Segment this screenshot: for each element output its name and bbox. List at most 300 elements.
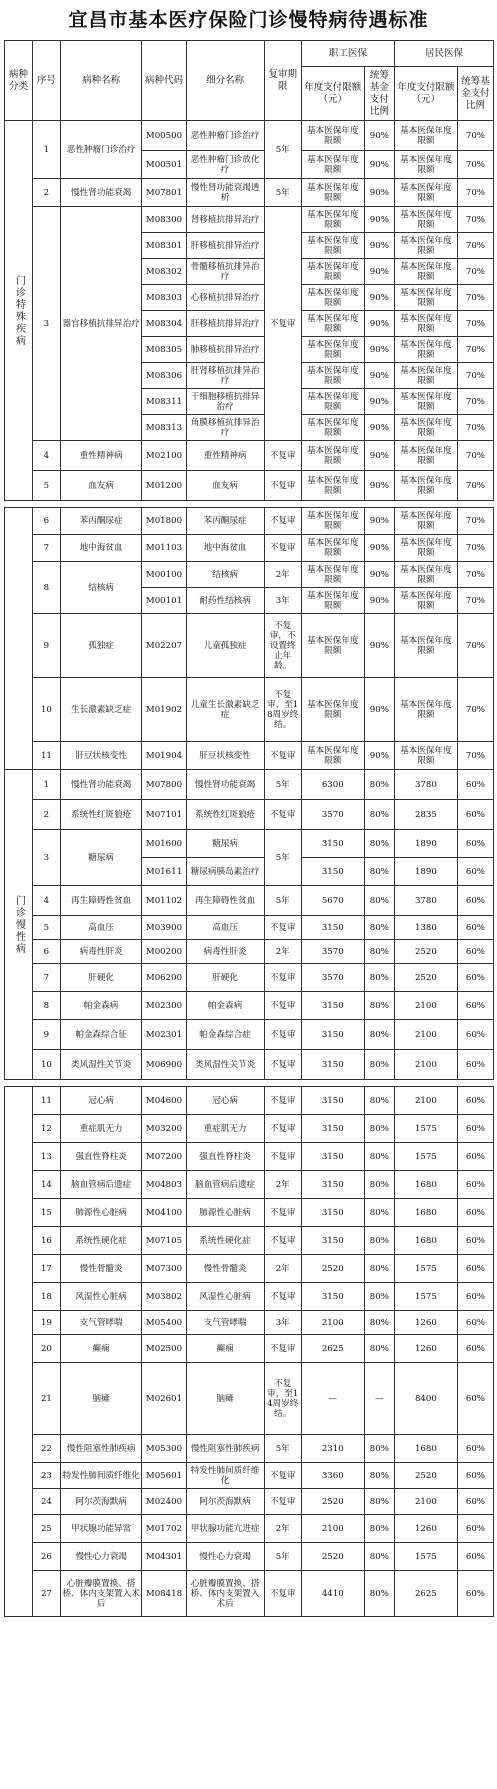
- cell-res-limit: 3780: [394, 886, 457, 916]
- cell-review: 不复审: [264, 535, 301, 562]
- header-sub: 细分名称: [186, 41, 264, 121]
- section-divider-cell: [5, 501, 494, 508]
- cell-no: 27: [32, 1571, 60, 1617]
- cell-emp-ratio: 90%: [364, 471, 394, 501]
- cell-review: 不复审: [264, 1050, 301, 1080]
- cell-res-limit: 基本医保年度限额: [394, 259, 457, 285]
- cell-res-limit: 基本医保年度限额: [394, 678, 457, 742]
- cell-no: 22: [32, 1435, 60, 1463]
- cell-code: M05601: [142, 1463, 186, 1489]
- cell-sub: 肝硬化: [186, 964, 264, 992]
- cell-emp-limit: 基本医保年度限额: [301, 121, 364, 151]
- cell-disease: 帕金森综合征: [60, 1020, 141, 1050]
- category-special: 门诊特殊疾病: [5, 121, 33, 501]
- cell-code: M00500: [142, 121, 186, 151]
- table-row: [5, 1363, 494, 1435]
- cell-code: M07800: [142, 770, 186, 800]
- cell-code: M02100: [142, 441, 186, 471]
- cell-no: 11: [32, 1087, 60, 1115]
- cell-disease: 脑瘫: [60, 1363, 141, 1435]
- cell-res-ratio: 60%: [457, 1171, 493, 1199]
- cell-review: 不复审: [264, 1571, 301, 1617]
- table-row: [5, 1489, 494, 1515]
- cell-code: M08313: [142, 415, 186, 441]
- cell-sub: 慢性骨髓炎: [186, 1255, 264, 1283]
- cell-emp-ratio: 80%: [364, 858, 394, 886]
- cell-emp-limit: 3150: [301, 1199, 364, 1227]
- cell-res-limit: 2625: [394, 1571, 457, 1617]
- cell-code: M03900: [142, 916, 186, 940]
- cell-emp-ratio: 90%: [364, 535, 394, 562]
- cell-review: 3年: [264, 1311, 301, 1335]
- table-row: [5, 1050, 494, 1080]
- cell-res-ratio: 60%: [457, 1143, 493, 1171]
- cell-res-ratio: 70%: [457, 151, 493, 179]
- cell-sub: 系统性红斑狼疮: [186, 800, 264, 830]
- cell-sub: 慢性肾功能衰竭: [186, 770, 264, 800]
- section-divider: [5, 1080, 494, 1087]
- cell-emp-ratio: 80%: [364, 1543, 394, 1571]
- cell-code: M02601: [142, 1363, 186, 1435]
- cell-emp-ratio: 80%: [364, 1171, 394, 1199]
- cell-disease: 高血压: [60, 916, 141, 940]
- cell-emp-limit: 基本医保年度限额: [301, 207, 364, 233]
- cell-emp-ratio: 80%: [364, 1311, 394, 1335]
- cell-emp-limit: 基本医保年度限额: [301, 588, 364, 614]
- cell-disease: 重性精神病: [60, 441, 141, 471]
- cell-no: 12: [32, 1115, 60, 1143]
- cell-emp-ratio: 90%: [364, 151, 394, 179]
- table-row: [5, 1020, 494, 1050]
- cell-no: 4: [32, 441, 60, 471]
- cell-emp-ratio: 90%: [364, 678, 394, 742]
- cell-res-limit: 1890: [394, 830, 457, 858]
- cell-emp-limit: 3150: [301, 1020, 364, 1050]
- table-row: [5, 940, 494, 964]
- cell-disease: 血友病: [60, 471, 141, 501]
- cell-disease: 强直性脊柱炎: [60, 1143, 141, 1171]
- table-row: [5, 1335, 494, 1363]
- cell-sub: 阿尔茨海默病: [186, 1489, 264, 1515]
- cell-sub: 高血压: [186, 916, 264, 940]
- cell-sub: 耐药性结核病: [186, 588, 264, 614]
- cell-emp-limit: 2310: [301, 1435, 364, 1463]
- cell-emp-limit: 基本医保年度限额: [301, 179, 364, 207]
- cell-code: M08304: [142, 311, 186, 337]
- cell-res-ratio: 60%: [457, 916, 493, 940]
- cell-res-ratio: 60%: [457, 1283, 493, 1311]
- cell-disease: 系统性红斑狼疮: [60, 800, 141, 830]
- cell-review: 不复审: [264, 471, 301, 501]
- cell-code: M07105: [142, 1227, 186, 1255]
- cell-no: 2: [32, 179, 60, 207]
- cell-no: 26: [32, 1543, 60, 1571]
- cell-res-limit: 1260: [394, 1311, 457, 1335]
- table-row: [5, 830, 494, 858]
- cell-review: 不复审，至14周岁终结。: [264, 1363, 301, 1435]
- cell-code: M08305: [142, 337, 186, 363]
- table-row: [5, 1435, 494, 1463]
- table-row: [5, 886, 494, 916]
- cell-res-ratio: 70%: [457, 207, 493, 233]
- cell-disease: 支气管哮喘: [60, 1311, 141, 1335]
- cell-sub: 癫痫: [186, 1335, 264, 1363]
- table-row: [5, 535, 494, 562]
- cell-emp-limit: 2520: [301, 1543, 364, 1571]
- cell-res-ratio: 60%: [457, 886, 493, 916]
- cell-sub: 重症肌无力: [186, 1115, 264, 1143]
- cell-disease: 甲状腺功能异常: [60, 1515, 141, 1543]
- cell-no: 13: [32, 1143, 60, 1171]
- cell-code: M07101: [142, 800, 186, 830]
- cell-emp-ratio: 80%: [364, 964, 394, 992]
- cell-code: M06900: [142, 1050, 186, 1080]
- cell-res-limit: 基本医保年度限额: [394, 337, 457, 363]
- cell-res-ratio: 70%: [457, 614, 493, 678]
- cell-emp-limit: 2520: [301, 1489, 364, 1515]
- cell-code: M00501: [142, 151, 186, 179]
- cell-review: 不复审: [264, 1087, 301, 1115]
- cell-res-ratio: 60%: [457, 1435, 493, 1463]
- cell-emp-ratio: 80%: [364, 1463, 394, 1489]
- cell-sub: 儿童生长激素缺乏症: [186, 678, 264, 742]
- cell-res-limit: 基本医保年度限额: [394, 562, 457, 588]
- cell-code: M02300: [142, 992, 186, 1020]
- cell-review: 5年: [264, 830, 301, 886]
- cell-no: 16: [32, 1227, 60, 1255]
- cell-res-ratio: 70%: [457, 311, 493, 337]
- cell-emp-limit: 3150: [301, 916, 364, 940]
- cell-emp-ratio: 90%: [364, 121, 394, 151]
- cell-res-ratio: 60%: [457, 800, 493, 830]
- cell-review: 5年: [264, 886, 301, 916]
- cell-emp-ratio: 90%: [364, 285, 394, 311]
- cell-no: 6: [32, 940, 60, 964]
- cell-review: 不复审: [264, 441, 301, 471]
- cell-code: M00100: [142, 562, 186, 588]
- cell-res-ratio: 60%: [457, 1489, 493, 1515]
- cell-code: M06200: [142, 964, 186, 992]
- cell-review: 5年: [264, 770, 301, 800]
- cell-code: M03200: [142, 1115, 186, 1143]
- table-row: [5, 800, 494, 830]
- cell-res-limit: 8400: [394, 1363, 457, 1435]
- cell-disease: 系统性硬化症: [60, 1227, 141, 1255]
- cell-res-limit: 基本医保年度限额: [394, 151, 457, 179]
- cell-emp-limit: 6300: [301, 770, 364, 800]
- cell-code: M01800: [142, 508, 186, 535]
- cell-disease: 慢性骨髓炎: [60, 1255, 141, 1283]
- cell-emp-limit: 3570: [301, 964, 364, 992]
- cell-disease: 再生障碍性贫血: [60, 886, 141, 916]
- cell-sub: 帕金森综合症: [186, 1020, 264, 1050]
- cell-emp-limit: 基本医保年度限额: [301, 441, 364, 471]
- cell-emp-limit: 基本医保年度限额: [301, 311, 364, 337]
- cell-emp-ratio: 80%: [364, 1515, 394, 1543]
- cell-no: 3: [32, 830, 60, 886]
- cell-disease: 慢性阻塞性肺疾病: [60, 1435, 141, 1463]
- cell-sub: 重性精神病: [186, 441, 264, 471]
- cell-res-limit: 基本医保年度限额: [394, 742, 457, 770]
- table-row: [5, 742, 494, 770]
- cell-res-limit: 基本医保年度限额: [394, 121, 457, 151]
- cell-res-ratio: 70%: [457, 179, 493, 207]
- cell-emp-limit: 3150: [301, 992, 364, 1020]
- cell-review: 不复审: [264, 1335, 301, 1363]
- cell-disease: 糖尿病: [60, 830, 141, 886]
- cell-no: 10: [32, 1050, 60, 1080]
- cell-no: 1: [32, 770, 60, 800]
- cell-emp-limit: 基本医保年度限额: [301, 389, 364, 415]
- cell-res-ratio: 60%: [457, 1515, 493, 1543]
- cell-disease: 特发性肺间质纤维化: [60, 1463, 141, 1489]
- cell-res-ratio: 70%: [457, 363, 493, 389]
- cell-emp-limit: 5670: [301, 886, 364, 916]
- cell-code: M02207: [142, 614, 186, 678]
- cell-code: M04100: [142, 1199, 186, 1227]
- cell-emp-limit: 4410: [301, 1571, 364, 1617]
- cell-sub: 结核病: [186, 562, 264, 588]
- cell-no: 8: [32, 562, 60, 614]
- cell-res-limit: 2100: [394, 1050, 457, 1080]
- cell-res-limit: 基本医保年度限额: [394, 233, 457, 259]
- cell-emp-limit: 基本医保年度限额: [301, 614, 364, 678]
- cell-sub: 地中海贫血: [186, 535, 264, 562]
- header-disease: 病种名称: [60, 41, 141, 121]
- cell-emp-ratio: 90%: [364, 508, 394, 535]
- cell-no: 7: [32, 535, 60, 562]
- cell-review: 不复审: [264, 207, 301, 441]
- cell-res-limit: 1575: [394, 1255, 457, 1283]
- cell-review: 2年: [264, 562, 301, 588]
- cell-emp-ratio: 90%: [364, 389, 394, 415]
- cell-review: 不复审: [264, 508, 301, 535]
- cell-emp-ratio: 80%: [364, 1087, 394, 1115]
- table-row: [5, 614, 494, 678]
- cell-no: 5: [32, 471, 60, 501]
- cell-review: 不复审: [264, 742, 301, 770]
- cell-res-ratio: 70%: [457, 121, 493, 151]
- cell-code: M01200: [142, 471, 186, 501]
- cell-emp-ratio: 80%: [364, 1143, 394, 1171]
- table-row: [5, 1115, 494, 1143]
- cell-no: 15: [32, 1199, 60, 1227]
- cell-code: M04301: [142, 1543, 186, 1571]
- cell-sub: 肺移植抗排异治疗: [186, 337, 264, 363]
- cell-res-ratio: 60%: [457, 1335, 493, 1363]
- cell-res-ratio: 60%: [457, 1227, 493, 1255]
- cell-res-ratio: 70%: [457, 259, 493, 285]
- cell-emp-limit: 3150: [301, 1115, 364, 1143]
- cell-disease: 帕金森病: [60, 992, 141, 1020]
- cell-review: 不复审: [264, 1227, 301, 1255]
- cell-review: 不复审: [264, 916, 301, 940]
- cell-res-limit: 1680: [394, 1435, 457, 1463]
- cell-res-limit: 2100: [394, 1087, 457, 1115]
- cell-res-limit: 3780: [394, 770, 457, 800]
- cell-res-limit: 2520: [394, 1463, 457, 1489]
- cell-emp-limit: 基本医保年度限额: [301, 678, 364, 742]
- cell-disease: 脑血管病后遗症: [60, 1171, 141, 1199]
- cell-review: 不复审，至18周岁终结。: [264, 678, 301, 742]
- cell-review: 2年: [264, 940, 301, 964]
- cell-review: 不复审: [264, 1115, 301, 1143]
- cell-code: M08311: [142, 389, 186, 415]
- cell-res-limit: 2100: [394, 1020, 457, 1050]
- cell-no: 3: [32, 207, 60, 441]
- cell-emp-limit: 3570: [301, 800, 364, 830]
- cell-emp-ratio: 80%: [364, 800, 394, 830]
- cell-review: 2年: [264, 1171, 301, 1199]
- cell-sub: 脑血管病后遗症: [186, 1171, 264, 1199]
- cell-sub: 恶性肿瘤门诊放化疗: [186, 151, 264, 179]
- cell-code: M08303: [142, 285, 186, 311]
- cell-code: M04600: [142, 1087, 186, 1115]
- cell-res-ratio: 70%: [457, 441, 493, 471]
- cell-emp-limit: 基本医保年度限额: [301, 471, 364, 501]
- table-row: [5, 207, 494, 233]
- cell-sub: 再生障碍性贫血: [186, 886, 264, 916]
- header-emp-ratio: 统筹基金支付比例: [364, 67, 394, 121]
- category-special-cont: [5, 508, 33, 770]
- cell-res-ratio: 60%: [457, 1463, 493, 1489]
- cell-code: M01611: [142, 858, 186, 886]
- table-row: [5, 179, 494, 207]
- header-employee: 职工医保: [301, 41, 394, 67]
- cell-res-limit: 2520: [394, 964, 457, 992]
- cell-no: 25: [32, 1515, 60, 1543]
- cell-code: M02500: [142, 1335, 186, 1363]
- cell-review: 不复审: [264, 1199, 301, 1227]
- cell-code: M00200: [142, 940, 186, 964]
- cell-emp-ratio: 80%: [364, 830, 394, 858]
- cell-res-ratio: 70%: [457, 678, 493, 742]
- cell-sub: 血友病: [186, 471, 264, 501]
- cell-emp-ratio: 90%: [364, 259, 394, 285]
- cell-no: 1: [32, 121, 60, 179]
- cell-res-limit: 基本医保年度限额: [394, 441, 457, 471]
- table-row: [5, 508, 494, 535]
- header-resident: 居民医保: [394, 41, 493, 67]
- cell-res-limit: 基本医保年度限额: [394, 588, 457, 614]
- cell-no: 20: [32, 1335, 60, 1363]
- cell-res-ratio: 60%: [457, 1087, 493, 1115]
- cell-disease: 结核病: [60, 562, 141, 614]
- cell-res-limit: 基本医保年度限额: [394, 389, 457, 415]
- cell-emp-ratio: 80%: [364, 1435, 394, 1463]
- cell-res-limit: 1680: [394, 1171, 457, 1199]
- cell-emp-ratio: 90%: [364, 179, 394, 207]
- cell-code: M04803: [142, 1171, 186, 1199]
- cell-no: 11: [32, 742, 60, 770]
- table-row: [5, 471, 494, 501]
- cell-sub: 肝移植抗排异治疗: [186, 311, 264, 337]
- cell-code: M03802: [142, 1283, 186, 1311]
- cell-disease: 癫痫: [60, 1335, 141, 1363]
- cell-emp-ratio: 80%: [364, 1115, 394, 1143]
- cell-res-ratio: 60%: [457, 1543, 493, 1571]
- cell-no: 4: [32, 886, 60, 916]
- section-divider: [5, 501, 494, 508]
- cell-sub: 心移植抗排异治疗: [186, 285, 264, 311]
- cell-code: M08301: [142, 233, 186, 259]
- cell-res-limit: 1575: [394, 1115, 457, 1143]
- cell-code: M07200: [142, 1143, 186, 1171]
- section-divider-cell: [5, 1080, 494, 1087]
- category-chronic-cont: [5, 1087, 33, 1617]
- cell-code: M07801: [142, 179, 186, 207]
- cell-review: 5年: [264, 1543, 301, 1571]
- cell-emp-ratio: 80%: [364, 916, 394, 940]
- cell-no: 8: [32, 992, 60, 1020]
- cell-res-limit: 基本医保年度限额: [394, 535, 457, 562]
- cell-res-ratio: 70%: [457, 285, 493, 311]
- cell-code: M01600: [142, 830, 186, 858]
- cell-res-limit: 基本医保年度限额: [394, 363, 457, 389]
- cell-sub: 肝豆状核变性: [186, 742, 264, 770]
- cell-review: 2年: [264, 1255, 301, 1283]
- cell-res-limit: 2520: [394, 940, 457, 964]
- cell-emp-ratio: 80%: [364, 1489, 394, 1515]
- cell-sub: 肝移植抗排异治疗: [186, 233, 264, 259]
- page-title: 宜昌市基本医疗保险门诊慢特病待遇标准: [68, 9, 429, 31]
- cell-code: M02301: [142, 1020, 186, 1050]
- cell-code: M08302: [142, 259, 186, 285]
- cell-code: M08300: [142, 207, 186, 233]
- cell-emp-ratio: 90%: [364, 337, 394, 363]
- cell-res-limit: 基本医保年度限额: [394, 614, 457, 678]
- cell-code: M01902: [142, 678, 186, 742]
- cell-emp-ratio: 90%: [364, 562, 394, 588]
- table-row: [5, 441, 494, 471]
- cell-res-ratio: 70%: [457, 471, 493, 501]
- cell-res-ratio: 60%: [457, 1050, 493, 1080]
- cell-res-ratio: 70%: [457, 233, 493, 259]
- table-row: [5, 1143, 494, 1171]
- header-review: 复审期限: [264, 41, 301, 121]
- cell-emp-ratio: 90%: [364, 441, 394, 471]
- cell-emp-ratio: 90%: [364, 207, 394, 233]
- cell-emp-limit: 2625: [301, 1335, 364, 1363]
- cell-emp-ratio: 90%: [364, 363, 394, 389]
- cell-res-limit: 1380: [394, 916, 457, 940]
- cell-sub: 慢性心力衰竭: [186, 1543, 264, 1571]
- table-row: [5, 678, 494, 742]
- cell-emp-limit: 3150: [301, 1171, 364, 1199]
- cell-no: 9: [32, 1020, 60, 1050]
- cell-code: M02400: [142, 1489, 186, 1515]
- cell-disease: 肺源性心脏病: [60, 1199, 141, 1227]
- cell-review: 2年: [264, 1515, 301, 1543]
- cell-review: 5年: [264, 121, 301, 179]
- cell-sub: 病毒性肝炎: [186, 940, 264, 964]
- cell-review: 3年: [264, 588, 301, 614]
- cell-emp-ratio: 80%: [364, 1255, 394, 1283]
- cell-emp-limit: 基本医保年度限额: [301, 285, 364, 311]
- table-row: [5, 1463, 494, 1489]
- benefit-table: [4, 40, 494, 1617]
- cell-sub: 脑瘫: [186, 1363, 264, 1435]
- table-row: [5, 770, 494, 800]
- cell-disease: 风湿性心脏病: [60, 1283, 141, 1311]
- cell-no: 18: [32, 1283, 60, 1311]
- table-row: [5, 916, 494, 940]
- cell-emp-limit: 基本医保年度限额: [301, 337, 364, 363]
- header-code: 病种代码: [142, 41, 186, 121]
- cell-res-ratio: 70%: [457, 389, 493, 415]
- cell-res-ratio: 70%: [457, 508, 493, 535]
- cell-sub: 糖尿病胰岛素治疗: [186, 858, 264, 886]
